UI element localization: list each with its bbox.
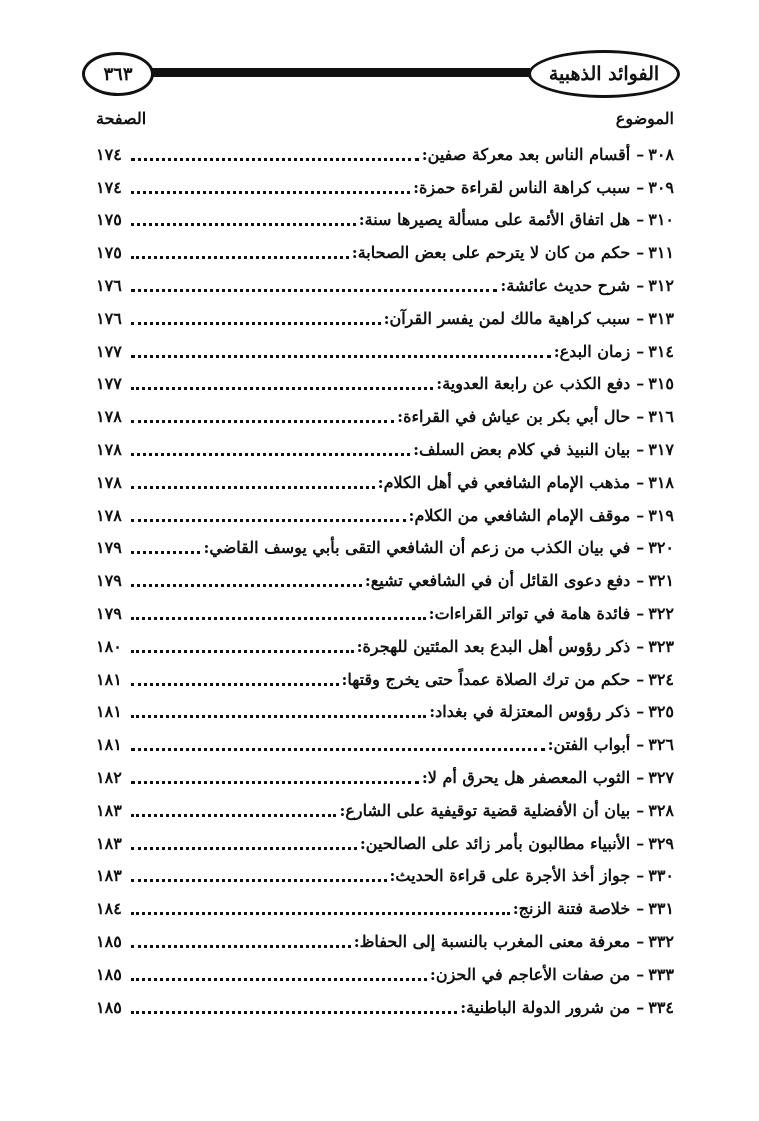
entry-number: ٣٣٠ <box>648 866 674 886</box>
entry-number: ٣٢٦ <box>648 735 674 755</box>
entry-number: ٣٣١ <box>648 899 674 919</box>
toc-entry <box>96 269 674 302</box>
dot-leader <box>131 420 394 423</box>
entry-page-number: ١٨٣ <box>96 833 122 853</box>
toc-entry <box>96 991 674 1024</box>
dot-leader <box>131 551 200 554</box>
entry-dash: – <box>636 407 645 427</box>
dot-leader <box>131 584 362 587</box>
dot-leader <box>131 879 387 882</box>
entry-dash: – <box>636 210 645 230</box>
toc-entry <box>96 302 674 335</box>
entry-title: زمان البدع: <box>553 341 631 361</box>
entry-number: ٣١٩ <box>648 505 674 525</box>
dot-leader <box>131 289 497 292</box>
entry-page-number: ١٧٦ <box>96 276 122 296</box>
entry-title: دفع دعوى القائل أن في الشافعي تشيع: <box>364 571 631 591</box>
entry-dash: – <box>636 997 645 1017</box>
entry-title: من صفات الأعاجم في الحزن: <box>429 964 631 984</box>
entry-number: ٣١٣ <box>648 308 674 328</box>
entry-title: موقف الإمام الشافعي من الكلام: <box>408 505 631 525</box>
dot-leader <box>131 519 406 522</box>
toc-entry <box>96 728 674 761</box>
book-title: الفوائد الذهبية <box>528 50 680 98</box>
dot-leader <box>131 650 354 653</box>
dot-leader <box>131 453 410 456</box>
entry-dash: – <box>636 440 645 460</box>
dot-leader <box>131 256 349 259</box>
entry-number: ٣٠٩ <box>648 177 674 197</box>
entry-dash: – <box>636 505 645 525</box>
toc-entry <box>96 860 674 893</box>
entry-page-number: ١٨٢ <box>96 768 122 788</box>
table-of-contents <box>96 138 674 1024</box>
toc-entry <box>96 761 674 794</box>
entry-dash: – <box>636 768 645 788</box>
toc-entry <box>96 663 674 696</box>
entry-title: حكم من كان لا يترحم على بعض الصحابة: <box>351 243 631 263</box>
column-headers <box>96 104 674 132</box>
entry-title: بيان أن الأفضلية قضية توقيفية على الشارع: <box>339 800 631 820</box>
topic-column-header: الموضوع <box>615 108 674 128</box>
entry-number: ٣٢٤ <box>648 669 674 689</box>
entry-number: ٣١٤ <box>648 341 674 361</box>
entry-dash: – <box>636 276 645 296</box>
entry-title: ذكر رؤوس المعتزلة في بغداد: <box>429 702 631 722</box>
entry-page-number: ١٨٥ <box>96 997 122 1017</box>
entry-number: ٣٢٣ <box>648 636 674 656</box>
entry-page-number: ١٧٤ <box>96 144 122 164</box>
dot-leader <box>131 486 375 489</box>
toc-entry <box>96 892 674 925</box>
entry-page-number: ١٧٩ <box>96 604 122 624</box>
entry-number: ٣٢٢ <box>648 604 674 624</box>
dot-leader <box>131 355 551 358</box>
toc-entry <box>96 794 674 827</box>
entry-page-number: ١٧٥ <box>96 243 122 263</box>
toc-entry <box>96 368 674 401</box>
entry-page-number: ١٧٩ <box>96 538 122 558</box>
entry-dash: – <box>636 669 645 689</box>
dot-leader <box>131 912 510 915</box>
header-rule <box>140 68 530 77</box>
entry-page-number: ١٧٦ <box>96 308 122 328</box>
entry-title: شرح حديث عائشة: <box>500 276 631 296</box>
entry-number: ٣١٧ <box>648 440 674 460</box>
toc-entry <box>96 696 674 729</box>
toc-entry <box>96 499 674 532</box>
entry-title: حكم من ترك الصلاة عمداً حتى يخرج وقتها: <box>341 669 631 689</box>
entry-dash: – <box>636 899 645 919</box>
page-number: ٣٦٣ <box>82 52 154 96</box>
entry-dash: – <box>636 177 645 197</box>
entry-number: ٣٣٢ <box>648 932 674 952</box>
dot-leader <box>131 617 426 620</box>
dot-leader <box>131 683 339 686</box>
dot-leader <box>131 191 410 194</box>
entry-dash: – <box>636 932 645 952</box>
entry-title: من شرور الدولة الباطنية: <box>460 997 631 1017</box>
entry-page-number: ١٨١ <box>96 735 122 755</box>
toc-entry <box>96 827 674 860</box>
dot-leader <box>131 223 356 226</box>
toc-entry <box>96 564 674 597</box>
entry-title: أقسام الناس بعد معركة صفين: <box>421 144 631 164</box>
entry-title: فائدة هامة في تواتر القراءات: <box>428 604 631 624</box>
entry-title: سبب كراهية مالك لمن يفسر القرآن: <box>383 308 631 328</box>
entry-page-number: ١٧٤ <box>96 177 122 197</box>
entry-page-number: ١٧٨ <box>96 472 122 492</box>
entry-page-number: ١٧٨ <box>96 407 122 427</box>
entry-dash: – <box>636 964 645 984</box>
entry-number: ٣٢٧ <box>648 768 674 788</box>
entry-dash: – <box>636 571 645 591</box>
entry-dash: – <box>636 604 645 624</box>
entry-page-number: ١٨٤ <box>96 899 122 919</box>
entry-dash: – <box>636 833 645 853</box>
entry-number: ٣١٥ <box>648 374 674 394</box>
entry-page-number: ١٨٠ <box>96 636 122 656</box>
entry-title: أبواب الفتن: <box>547 735 631 755</box>
entry-number: ٣٢٥ <box>648 702 674 722</box>
entry-page-number: ١٧٥ <box>96 210 122 230</box>
entry-page-number: ١٨٣ <box>96 800 122 820</box>
dot-leader <box>131 978 427 981</box>
page-header <box>80 44 680 102</box>
entry-page-number: ١٧٨ <box>96 505 122 525</box>
dot-leader <box>131 158 419 161</box>
entry-title: خلاصة فتنة الزنج: <box>512 899 631 919</box>
toc-entry <box>96 466 674 499</box>
toc-entry <box>96 925 674 958</box>
entry-number: ٣١٢ <box>648 276 674 296</box>
toc-entry <box>96 630 674 663</box>
entry-title: مذهب الإمام الشافعي في أهل الكلام: <box>377 472 631 492</box>
entry-title: هل اتفاق الأئمة على مسألة يصيرها سنة: <box>358 210 631 230</box>
dot-leader <box>131 322 381 325</box>
entry-dash: – <box>636 735 645 755</box>
entry-number: ٣١٨ <box>648 472 674 492</box>
entry-number: ٣٢٨ <box>648 800 674 820</box>
entry-number: ٣١٠ <box>648 210 674 230</box>
entry-page-number: ١٨١ <box>96 702 122 722</box>
toc-entry <box>96 138 674 171</box>
entry-dash: – <box>636 243 645 263</box>
toc-entry <box>96 597 674 630</box>
entry-dash: – <box>636 702 645 722</box>
entry-number: ٣٠٨ <box>648 144 674 164</box>
entry-title: دفع الكذب عن رابعة العدوية: <box>436 374 631 394</box>
entry-page-number: ١٨٥ <box>96 964 122 984</box>
entry-title: حال أبي بكر بن عياش في القراءة: <box>397 407 631 427</box>
entry-dash: – <box>636 308 645 328</box>
entry-page-number: ١٨١ <box>96 669 122 689</box>
entry-number: ٣٢١ <box>648 571 674 591</box>
dot-leader <box>131 748 545 751</box>
page-column-header: الصفحة <box>96 108 147 128</box>
entry-number: ٣٢٠ <box>648 538 674 558</box>
entry-title: بيان النبيذ في كلام بعض السلف: <box>413 440 631 460</box>
toc-entry <box>96 958 674 991</box>
toc-entry <box>96 400 674 433</box>
entry-page-number: ١٧٨ <box>96 440 122 460</box>
dot-leader <box>131 1011 457 1014</box>
entry-title: جواز أخذ الأجرة على قراءة الحديث: <box>389 866 631 886</box>
entry-dash: – <box>636 374 645 394</box>
toc-entry <box>96 532 674 565</box>
entry-number: ٣٣٣ <box>648 964 674 984</box>
dot-leader <box>131 814 336 817</box>
toc-entry <box>96 236 674 269</box>
entry-number: ٣١٦ <box>648 407 674 427</box>
entry-title: معرفة معنى المغرب بالنسبة إلى الحفاظ: <box>353 932 631 952</box>
dot-leader <box>131 781 419 784</box>
entry-title: سبب كراهة الناس لقراءة حمزة: <box>413 177 631 197</box>
entry-page-number: ١٧٧ <box>96 341 122 361</box>
entry-page-number: ١٧٧ <box>96 374 122 394</box>
entry-dash: – <box>636 636 645 656</box>
entry-number: ٣٢٩ <box>648 833 674 853</box>
dot-leader <box>131 945 351 948</box>
entry-dash: – <box>636 800 645 820</box>
entry-number: ٣٣٤ <box>648 997 674 1017</box>
dot-leader <box>131 387 433 390</box>
toc-entry <box>96 204 674 237</box>
entry-dash: – <box>636 341 645 361</box>
entry-title: في بيان الكذب من زعم أن الشافعي التقى بأبي يوسف القاضي: <box>203 538 631 558</box>
toc-entry <box>96 171 674 204</box>
dot-leader <box>131 847 357 850</box>
entry-title: ذكر رؤوس أهل البدع بعد المئتين للهجرة: <box>356 636 631 656</box>
entry-page-number: ١٨٣ <box>96 866 122 886</box>
toc-entry <box>96 433 674 466</box>
entry-title: الثوب المعصفر هل يحرق أم لا: <box>421 768 631 788</box>
entry-dash: – <box>636 144 645 164</box>
entry-number: ٣١١ <box>648 243 674 263</box>
entry-dash: – <box>636 538 645 558</box>
entry-title: الأنبياء مطالبون بأمر زائد على الصالحين: <box>359 833 631 853</box>
toc-entry <box>96 335 674 368</box>
entry-page-number: ١٧٩ <box>96 571 122 591</box>
entry-dash: – <box>636 866 645 886</box>
entry-page-number: ١٨٥ <box>96 932 122 952</box>
entry-dash: – <box>636 472 645 492</box>
dot-leader <box>131 715 426 718</box>
